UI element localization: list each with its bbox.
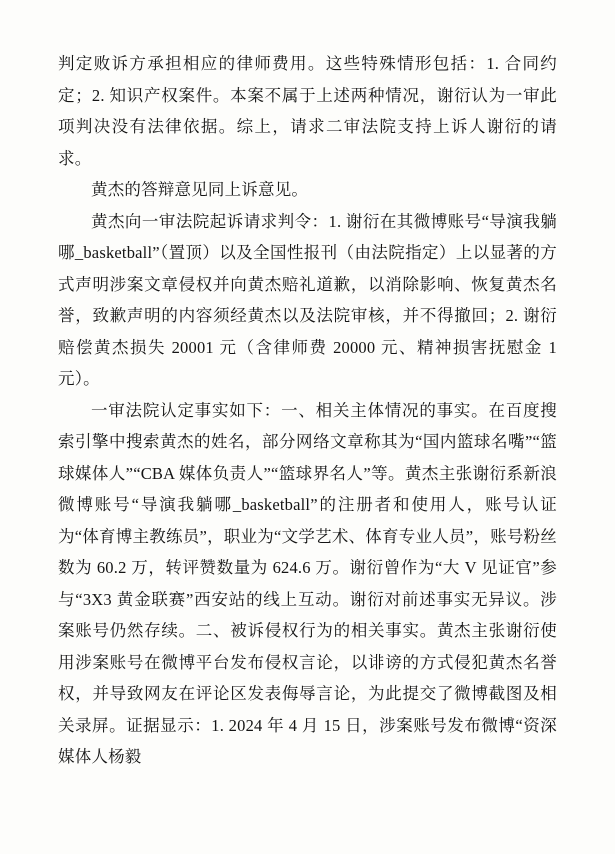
document-body xyxy=(58,48,557,773)
paragraph-2: 黄杰的答辩意见同上诉意见。 xyxy=(91,180,309,199)
paragraph-1: 判定败诉方承担相应的律师费用。这些特殊情形包括：1. 合同约定；2. 知识产权案件。本案不属于上述两种情况，谢衍认为一审此项判决没有法律依据。综上，请求二审法院支持上诉人谢衍的请求。 xyxy=(58,54,557,168)
paragraph-3: 黄杰向一审法院起诉请求判令：1. 谢衍在其微博账号“导演我躺哪_basketball”（置顶）以及全国性报刊（由法院指定）上以显著的方式声明涉案文章侵权并向黄杰赔礼道歉，以消除影响、恢复黄杰名誉，致歉声明的内容须经黄杰以及法院审核，并不得撤回；2. 谢衍赔偿黄杰损失 20001 元（含律师费 20000 元、精神损害抚慰金 1 元）。 xyxy=(58,211,557,388)
paragraph-4: 一审法院认定事实如下：一、相关主体情况的事实。在百度搜索引擎中搜索黄杰的姓名，部分网络文章称其为“国内篮球名嘴”“篮球媒体人”“CBA 媒体负责人”“篮球界名人”等。黄杰主张谢衍系新浪微博账号“导演我躺哪_basketball”的注册者和使用人，账号认证为“体育博主教练员”，职业为“文学艺术、体育专业人员”，账号粉丝数为 60.2 万，转评赞数量为 624.6 万。谢衍曾作为“大 V 见证官”参与“3X3 黄金联赛”西安站的线上互动。谢衍对前述事实无异议。涉案账号仍然存续。二、被诉侵权行为的相关事实。黄杰主张谢衍使用涉案账号在微博平台发布侵权言论，以诽谤的方式侵犯黄杰名誉权，并导致网友在评论区发表侮辱言论，为此提交了微博截图及相关录屏。证据显示：1. 2024 年 4 月 15 日，涉案账号发布微博“资深媒体人杨毅 xyxy=(58,400,557,766)
